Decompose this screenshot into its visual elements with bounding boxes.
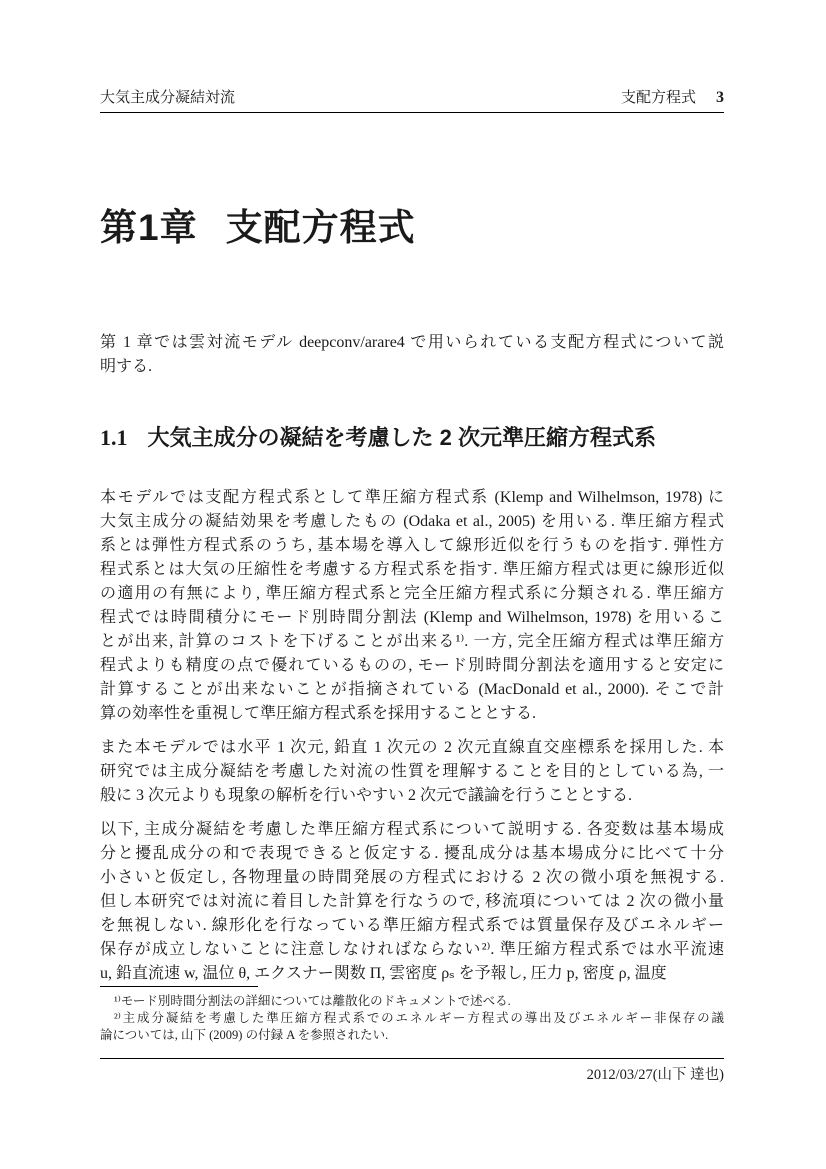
section-title: 大気主成分の凝結を考慮した 2 次元準圧縮方程式系 [147,425,656,450]
text-line: 計算することが出来ないことが指摘されている (MacDonald et al., 2000). そこで計 [100,681,724,698]
footnotes [100,986,724,1044]
text-line: 算の効率性を重視して準圧縮方程式系を採用することとする. [100,705,537,722]
chapter-heading [100,206,416,250]
footnote-1 [100,993,724,1010]
footer-rule [100,1058,724,1059]
section-number: 1.1 [100,425,128,450]
text-line: 小さいと仮定し, 各物理量の時間発展の方程式における 2 次の微小項を無視する. [100,869,724,886]
text-line: 明する. [100,358,153,375]
text-line: 但し本研究では対流に着目した計算を行なうので, 移流項については 2 次の微小量 [100,893,724,910]
chapter-number: 第1章 [100,207,198,248]
text-line: 程式では時間積分にモード別時間分割法 (Klemp and Wilhelmson, 1978) を用いるこ [100,609,724,626]
text-line: 研究では主成分凝結を考慮した対流の性質を理解することを目的としている為, 一 [100,763,724,780]
section-heading [100,424,800,452]
running-header-left: 大気主成分凝結対流 [100,89,236,106]
footer-date-author: 2012/03/27(山下 達也) [586,1067,724,1083]
text-line: とが出来, 計算のコストを下げることが出来る¹⁾. 一方, 完全圧縮方程式は準圧縮方 [100,633,724,650]
body-paragraph-2 [100,736,724,808]
text-line: 程式よりも精度の点で優れているものの, モード別時間分割法を適用すると安定に [100,657,724,674]
text-line: 般に 3 次元よりも現象の解析を行いやすい 2 次元で議論を行うこととする. [100,787,633,804]
text-line: 程式系とは大気の圧縮性を考慮する方程式系を指す. 準圧縮方程式は更に線形近似 [100,561,724,578]
body-paragraph-3 [100,818,724,986]
running-header-title: 支配方程式 [620,89,696,106]
text-line: 論については, 山下 (2009) の付録 A を参照されたい. [100,1028,389,1042]
chapter-intro-paragraph [100,331,724,379]
text-line: また本モデルでは水平 1 次元, 鉛直 1 次元の 2 次元直線直交座標系を採用した. 本 [100,739,724,756]
text-line: 以下, 主成分凝結を考慮した準圧縮方程式系について説明する. 各変数は基本場成 [100,821,724,838]
text-line: 本モデルでは支配方程式系として準圧縮方程式系 (Klemp and Wilhelmson, 1978) に [100,489,724,506]
footnote-separator-rule [100,986,258,987]
body-paragraph-1 [100,486,724,726]
text-line: 第 1 章では雲対流モデル deepconv/arare4 で用いられている支配方程式について説 [100,334,724,351]
text-line: を無視しない. 線形化を行なっている準圧縮方程式系では質量保存及びエネルギー [100,917,724,934]
text-line: 分と擾乱成分の和で表現できると仮定する. 擾乱成分は基本場成分に比べて十分 [100,845,724,862]
text-line: の適用の有無により, 準圧縮方程式系と完全圧縮方程式系に分類される. 準圧縮方 [100,585,724,602]
text-line: u, 鉛直流速 w, 温位 θ, エクスナー関数 Π, 雲密度 ρₛ を予報し, 圧力 p, 密度 ρ, 温度 [100,965,667,982]
page-number: 3 [716,89,724,106]
footnote-2 [100,1010,724,1044]
running-header-right [621,90,724,106]
chapter-title: 支配方程式 [225,207,416,248]
text-line: 大気主成分の凝結効果を考慮したもの (Odaka et al., 2005) を用いる. 準圧縮方程式 [100,513,724,530]
text-line: 系とは弾性方程式系のうち, 基本場を導入して線形近似を行うものを指す. 弾性方 [100,537,724,554]
text-line: ²⁾主成分凝結を考慮した準圧縮方程式系でのエネルギー方程式の導出及びエネルギー非保存の議 [114,1011,724,1025]
text-line: ¹⁾モード別時間分割法の詳細については離散化のドキュメントで述べる. [114,994,511,1008]
body-text [100,486,724,996]
text-line: 保存が成立しないことに注意しなければならない²⁾. 準圧縮方程式系では水平流速 [100,941,724,958]
running-header [100,90,724,113]
